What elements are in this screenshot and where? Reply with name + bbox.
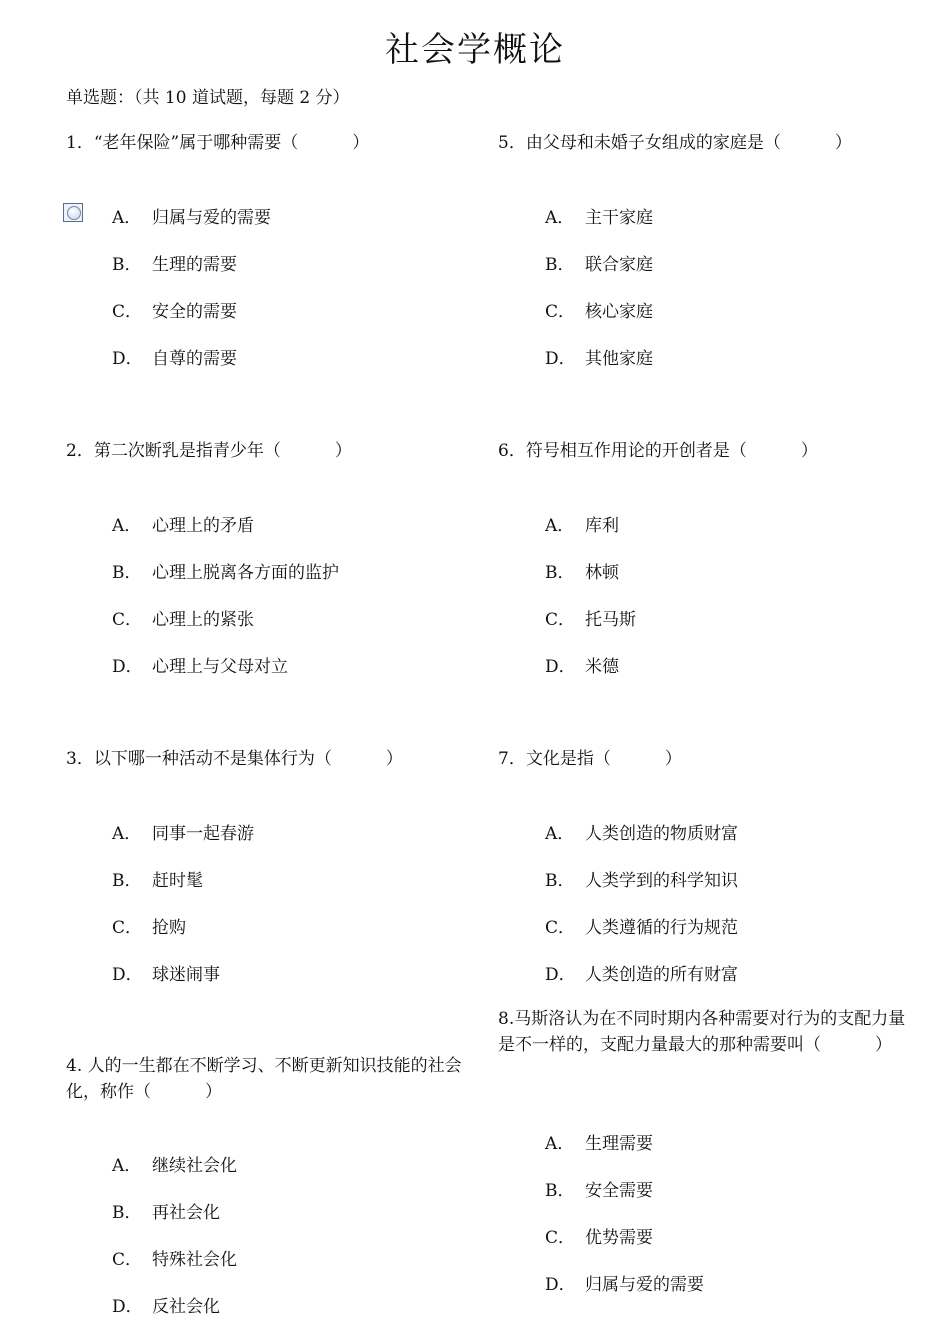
question-text: 7．文化是指（ ）: [498, 749, 682, 769]
option-text: 人类创造的所有财富: [585, 965, 738, 985]
question-text: 5．由父母和未婚子女组成的家庭是（ ）: [498, 133, 852, 153]
option-text: 同事一起春游: [152, 824, 254, 844]
answer-option[interactable]: [545, 819, 738, 844]
answer-option[interactable]: [112, 558, 339, 583]
question-text: 8.马斯洛认为在不同时期内各种需要对行为的支配力量是不一样的，支配力量最大的那种需要叫（ ）: [498, 1009, 906, 1055]
option-letter: C．: [545, 918, 576, 938]
option-text: 生理的需要: [152, 255, 237, 275]
answer-option[interactable]: [545, 960, 738, 985]
question-4: [66, 1053, 472, 1105]
option-text: 心理上与父母对立: [152, 657, 288, 677]
option-text: 抢购: [152, 918, 186, 938]
option-letter: B．: [112, 563, 142, 583]
option-text: 人类创造的物质财富: [585, 824, 738, 844]
question-2: [66, 438, 466, 464]
document-title: 社会学概论: [385, 30, 565, 70]
option-text: 库利: [585, 516, 619, 536]
answer-radio-button[interactable]: [63, 203, 83, 222]
option-text: 其他家庭: [585, 349, 653, 369]
option-letter: D．: [112, 657, 143, 677]
option-letter: C．: [545, 1228, 576, 1248]
option-letter: B．: [545, 1181, 575, 1201]
option-text: 人类学到的科学知识: [585, 871, 738, 891]
answer-option[interactable]: [545, 913, 738, 938]
answer-option[interactable]: [112, 511, 254, 536]
option-letter: A．: [112, 516, 142, 536]
option-text: 球迷闹事: [152, 965, 220, 985]
option-text: 人类遵循的行为规范: [585, 918, 738, 938]
option-letter: D．: [545, 349, 576, 369]
option-text: 继续社会化: [152, 1156, 237, 1176]
option-text: 安全的需要: [152, 302, 237, 322]
answer-option[interactable]: [545, 1223, 653, 1248]
option-letter: B．: [545, 871, 575, 891]
answer-option[interactable]: [112, 297, 237, 322]
option-letter: B．: [545, 563, 575, 583]
answer-option[interactable]: [112, 1292, 220, 1317]
answer-option[interactable]: [545, 344, 653, 369]
question-text: 4. 人的一生都在不断学习、不断更新知识技能的社会化，称作（ ）: [66, 1056, 462, 1102]
option-letter: D．: [545, 1275, 576, 1295]
option-letter: B．: [112, 255, 142, 275]
option-letter: A．: [545, 824, 575, 844]
answer-option[interactable]: [545, 605, 636, 630]
option-letter: C．: [112, 1250, 143, 1270]
answer-option[interactable]: [112, 605, 254, 630]
answer-option[interactable]: [112, 250, 237, 275]
option-letter: C．: [112, 918, 143, 938]
answer-option[interactable]: [112, 960, 220, 985]
answer-option[interactable]: [112, 1245, 237, 1270]
option-letter: D．: [112, 349, 143, 369]
option-letter: D．: [112, 1297, 143, 1317]
answer-option[interactable]: [112, 344, 237, 369]
answer-option[interactable]: [545, 250, 653, 275]
option-text: 核心家庭: [585, 302, 653, 322]
question-text: 1．“老年保险”属于哪种需要（ ）: [66, 133, 370, 153]
option-text: 归属与爱的需要: [152, 208, 271, 228]
answer-option[interactable]: [545, 203, 653, 228]
question-text: 6．符号相互作用论的开创者是（ ）: [498, 441, 818, 461]
question-6: [498, 438, 918, 464]
question-7: [498, 746, 918, 772]
question-8: [498, 1006, 908, 1058]
option-text: 安全需要: [585, 1181, 653, 1201]
option-text: 联合家庭: [585, 255, 653, 275]
question-text: 2．第二次断乳是指青少年（ ）: [66, 441, 352, 461]
answer-option[interactable]: [112, 1151, 237, 1176]
option-text: 再社会化: [152, 1203, 220, 1223]
option-text: 心理上的紧张: [152, 610, 254, 630]
radio-circle-icon: [67, 206, 81, 220]
option-letter: B．: [545, 255, 575, 275]
option-letter: D．: [112, 965, 143, 985]
answer-option[interactable]: [545, 1176, 653, 1201]
option-text: 托马斯: [585, 610, 636, 630]
option-text: 归属与爱的需要: [585, 1275, 704, 1295]
option-letter: A．: [112, 824, 142, 844]
question-5: [498, 130, 918, 156]
option-text: 自尊的需要: [152, 349, 237, 369]
answer-option[interactable]: [112, 203, 271, 228]
answer-option[interactable]: [545, 558, 619, 583]
option-letter: B．: [112, 1203, 142, 1223]
option-text: 特殊社会化: [152, 1250, 237, 1270]
option-letter: C．: [545, 302, 576, 322]
option-letter: A．: [112, 1156, 142, 1176]
option-letter: A．: [545, 516, 575, 536]
option-text: 心理上脱离各方面的监护: [152, 563, 339, 583]
question-1: [66, 130, 466, 156]
option-letter: C．: [545, 610, 576, 630]
option-letter: D．: [545, 965, 576, 985]
answer-option[interactable]: [545, 511, 619, 536]
option-letter: C．: [112, 610, 143, 630]
option-letter: C．: [112, 302, 143, 322]
option-text: 赶时髦: [152, 871, 203, 891]
answer-option[interactable]: [112, 1198, 220, 1223]
option-text: 心理上的矛盾: [152, 516, 254, 536]
answer-option[interactable]: [112, 652, 288, 677]
option-text: 主干家庭: [585, 208, 653, 228]
answer-option[interactable]: [545, 1129, 653, 1154]
answer-option[interactable]: [112, 866, 203, 891]
question-text: 3．以下哪一种活动不是集体行为（ ）: [66, 749, 403, 769]
option-text: 林顿: [585, 563, 619, 583]
option-letter: D．: [545, 657, 576, 677]
question-3: [66, 746, 466, 772]
option-letter: B．: [112, 871, 142, 891]
option-text: 米德: [585, 657, 619, 677]
answer-option[interactable]: [545, 652, 619, 677]
answer-option[interactable]: [112, 913, 186, 938]
option-letter: A．: [112, 208, 142, 228]
answer-option[interactable]: [112, 819, 254, 844]
answer-option[interactable]: [545, 1270, 704, 1295]
section-intro: 单选题：（共 10 道试题，每题 2 分）: [66, 88, 350, 108]
option-letter: A．: [545, 208, 575, 228]
option-letter: A．: [545, 1134, 575, 1154]
option-text: 优势需要: [585, 1228, 653, 1248]
option-text: 生理需要: [585, 1134, 653, 1154]
option-text: 反社会化: [152, 1297, 220, 1317]
answer-option[interactable]: [545, 297, 653, 322]
answer-option[interactable]: [545, 866, 738, 891]
